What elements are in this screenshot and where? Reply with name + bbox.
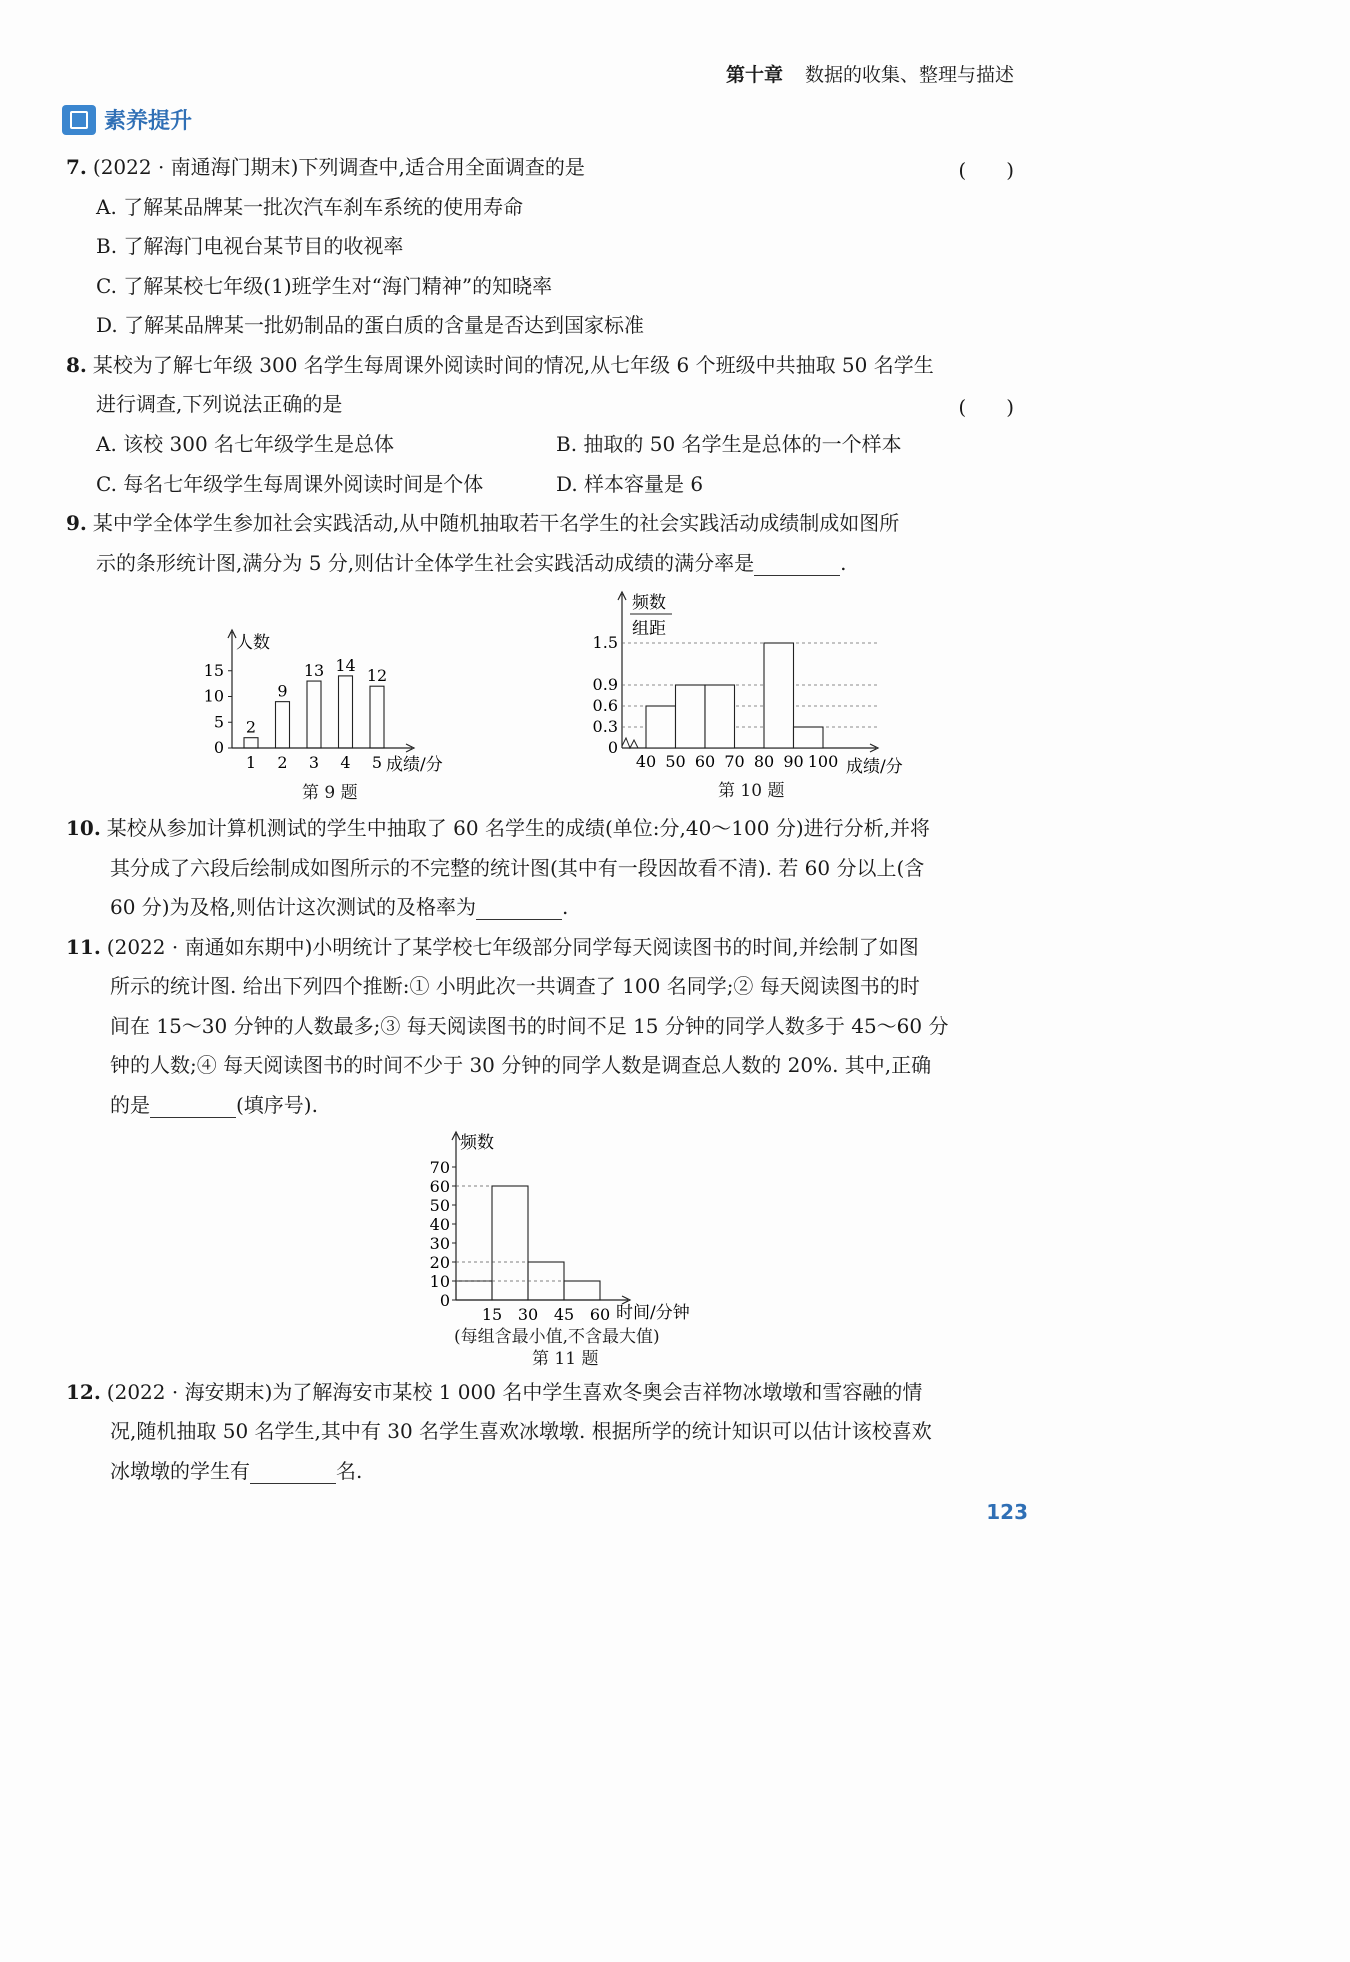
y-axis-label: 人数 <box>236 633 270 653</box>
x-tick-label-100: 100 <box>807 752 839 771</box>
chart-q11-caption: 第 11 题 <box>532 1349 599 1369</box>
y-tick-label-10: 10 <box>429 1272 450 1291</box>
q8-stem-2: 进行调查,下列说法正确的是 <box>96 392 343 416</box>
chart-q11 <box>420 1128 720 1328</box>
y-tick-label-0: 0 <box>213 738 224 757</box>
data-label-4: 14 <box>335 655 356 675</box>
q7-stem-text: (2022 · 南通海门期末)下列调查中,适合用全面调查的是 <box>92 155 585 179</box>
axis-break-mark <box>622 738 638 748</box>
q12-stem-1-text: (2022 · 海安期末)为了解海安市某校 1 000 名中学生喜欢冬奥会吉祥物冰墩墩和雪容融的情 <box>106 1380 923 1404</box>
bar-5 <box>370 686 384 748</box>
q12-answer-blank[interactable] <box>250 1463 336 1484</box>
q8-option-b: B. 抽取的 50 名学生是总体的一个样本 <box>556 432 902 456</box>
data-label-2: 9 <box>277 681 288 701</box>
chart-q11-note: (每组含最小值,不含最大值) <box>454 1327 660 1347</box>
q8-option-a: A. 该校 300 名七年级学生是总体 <box>96 432 395 456</box>
q11-stem-5 <box>110 1092 318 1118</box>
q8-option-d: D. 样本容量是 6 <box>556 472 704 496</box>
chapter-number: 第十章 <box>725 64 783 86</box>
x-tick-label-50: 50 <box>665 752 686 771</box>
q7-option-a: A. 了解某品牌某一批次汽车刹车系统的使用寿命 <box>96 195 524 219</box>
y-tick-label-70: 70 <box>429 1158 450 1177</box>
bar-60-70 <box>705 685 735 748</box>
q12-stem-1 <box>66 1379 922 1405</box>
x-tick-label-40: 40 <box>635 752 657 771</box>
y-tick-label-0.3: 0.3 <box>592 717 618 736</box>
q9-number: 9. <box>66 511 87 535</box>
x-tick-label-45: 45 <box>553 1305 575 1324</box>
bar-0-15 <box>456 1281 492 1300</box>
y-tick-label-1.5: 1.5 <box>592 633 618 652</box>
q12-stem-2: 况,随机抽取 50 名学生,其中有 30 名学生喜欢冰墩墩. 根据所学的统计知识可以估计该校喜欢 <box>110 1419 932 1443</box>
q9-stem-2-text: 示的条形统计图,满分为 5 分,则估计全体学生社会实践活动成绩的满分率是 <box>96 551 755 575</box>
q12-number: 12. <box>66 1380 101 1404</box>
y-tick-label-5: 5 <box>213 712 224 732</box>
x-tick-label-70: 70 <box>724 752 745 771</box>
q11-stem-4: 钟的人数;④ 每天阅读图书的时间不少于 30 分钟的同学人数是调查总人数的 20%. 其中,正确 <box>110 1053 932 1077</box>
data-label-3: 13 <box>303 661 325 681</box>
q10-answer-blank[interactable] <box>476 899 562 920</box>
x-tick-label-30: 30 <box>517 1305 539 1324</box>
y-tick-label-0: 0 <box>439 1291 450 1310</box>
bar-2 <box>276 702 290 748</box>
q11-end: (填序号). <box>236 1093 318 1117</box>
y-tick-label-0.9: 0.9 <box>592 675 618 694</box>
pencil-box-icon <box>62 105 96 135</box>
q8-option-c: C. 每名七年级学生每周课外阅读时间是个体 <box>96 472 484 496</box>
q8-answer-paren: ( ) <box>958 395 1014 419</box>
q8-stem-1 <box>66 352 934 378</box>
bar-80-90 <box>764 643 794 748</box>
chapter-title: 数据的收集、整理与描述 <box>804 64 1014 86</box>
bar-1 <box>244 738 258 748</box>
x-tick-label-5: 5 <box>371 753 383 772</box>
q10-stem-2: 其分成了六段后绘制成如图所示的不完整的统计图(其中有一段因故看不清). 若 60 分以上(含 <box>110 856 925 880</box>
q10-end: . <box>561 895 569 919</box>
q10-stem-1 <box>66 815 930 841</box>
x-tick-label-80: 80 <box>753 752 775 771</box>
q11-stem-1-text: (2022 · 南通如东期中)小明统计了某学校七年级部分同学每天阅读图书的时间,并绘制了如图 <box>106 935 919 959</box>
data-label-1: 2 <box>245 717 257 737</box>
chart-q10-caption: 第 10 题 <box>718 781 785 801</box>
x-tick-label-90: 90 <box>783 752 804 771</box>
x-tick-label-15: 15 <box>481 1305 503 1324</box>
q9-stem-1-text: 某中学全体学生参加社会实践活动,从中随机抽取若干名学生的社会实践活动成绩制成如图所 <box>92 511 900 535</box>
q9-stem-1 <box>66 510 899 536</box>
x-axis-label: 成绩/分 <box>386 755 443 775</box>
bar-3 <box>307 681 321 748</box>
y-tick-label-15: 15 <box>203 660 224 680</box>
y-tick-label-60: 60 <box>429 1177 450 1196</box>
q11-answer-blank[interactable] <box>150 1097 236 1118</box>
bar-40-50 <box>646 706 676 748</box>
x-tick-label-1: 1 <box>245 753 257 772</box>
q7-option-b: B. 了解海门电视台某节目的收视率 <box>96 234 404 258</box>
q11-stem-5-text: 的是 <box>110 1093 150 1117</box>
q9-stem-2 <box>96 550 847 576</box>
q7-option-c: C. 了解某校七年级(1)班学生对“海门精神”的知晓率 <box>96 274 553 298</box>
data-label-5: 12 <box>366 666 388 686</box>
x-tick-label-60: 60 <box>589 1305 611 1324</box>
q11-stem-2: 所示的统计图. 给出下列四个推断:① 小明此次一共调查了 100 名同学;② 每天阅读图书的时 <box>110 974 920 998</box>
q9-answer-blank[interactable] <box>754 555 840 576</box>
y-axis-label: 频数 <box>460 1133 494 1153</box>
bar-45-60 <box>564 1281 600 1300</box>
q9-end: . <box>840 551 847 575</box>
y-axis-label-bottom: 组距 <box>632 619 666 639</box>
q10-stem-3 <box>110 894 568 920</box>
x-axis-label: 时间/分钟 <box>616 1303 690 1323</box>
y-tick-label-40: 40 <box>429 1215 450 1234</box>
q12-stem-3 <box>110 1458 362 1484</box>
bar-90-100 <box>794 727 824 748</box>
q12-end: 名. <box>336 1459 363 1483</box>
q12-stem-3-text: 冰墩墩的学生有 <box>110 1459 250 1483</box>
q7-number: 7. <box>66 155 87 179</box>
y-tick-label-30: 30 <box>429 1234 450 1253</box>
bar-15-30 <box>492 1186 528 1300</box>
chart-q9 <box>190 620 480 780</box>
y-tick-label-50: 50 <box>429 1196 450 1215</box>
q11-stem-1 <box>66 934 919 960</box>
bar-4 <box>339 676 353 748</box>
q7-option-d: D. 了解某品牌某一批奶制品的蛋白质的含量是否达到国家标准 <box>96 313 645 337</box>
q11-stem-3: 间在 15～30 分钟的人数最多;③ 每天阅读图书的时间不足 15 分钟的同学人数多于 45～60 分 <box>110 1014 949 1038</box>
section-heading <box>62 104 192 135</box>
page-number: 123 <box>986 1500 1028 1524</box>
y-tick-label-20: 20 <box>429 1253 450 1272</box>
x-tick-label-3: 3 <box>308 753 320 772</box>
chart-q10 <box>580 588 920 780</box>
x-tick-label-60: 60 <box>694 752 716 771</box>
chart-q9-caption: 第 9 题 <box>302 783 358 803</box>
chapter-header <box>726 60 1014 87</box>
section-title: 素养提升 <box>104 109 193 134</box>
y-tick-label-0.6: 0.6 <box>592 696 618 715</box>
y-tick-label-0: 0 <box>607 738 618 757</box>
q10-stem-1-text: 某校从参加计算机测试的学生中抽取了 60 名学生的成绩(单位:分,40～100 分)进行分析,并将 <box>106 816 930 840</box>
q10-stem-3-text: 60 分)为及格,则估计这次测试的及格率为 <box>110 895 476 919</box>
q8-number: 8. <box>66 353 87 377</box>
q10-number: 10. <box>66 816 101 840</box>
x-axis-label: 成绩/分 <box>846 757 903 777</box>
q7-answer-paren: ( ) <box>958 158 1014 182</box>
y-tick-label-10: 10 <box>203 686 224 706</box>
bar-50-60 <box>676 685 706 748</box>
y-axis-label-top: 频数 <box>632 593 666 613</box>
x-tick-label-4: 4 <box>340 753 351 772</box>
q8-stem-1-text: 某校为了解七年级 300 名学生每周课外阅读时间的情况,从七年级 6 个班级中共抽取 50 名学生 <box>92 353 934 377</box>
x-tick-label-2: 2 <box>277 753 288 772</box>
q11-number: 11. <box>66 935 101 959</box>
q7-stem <box>66 154 585 180</box>
